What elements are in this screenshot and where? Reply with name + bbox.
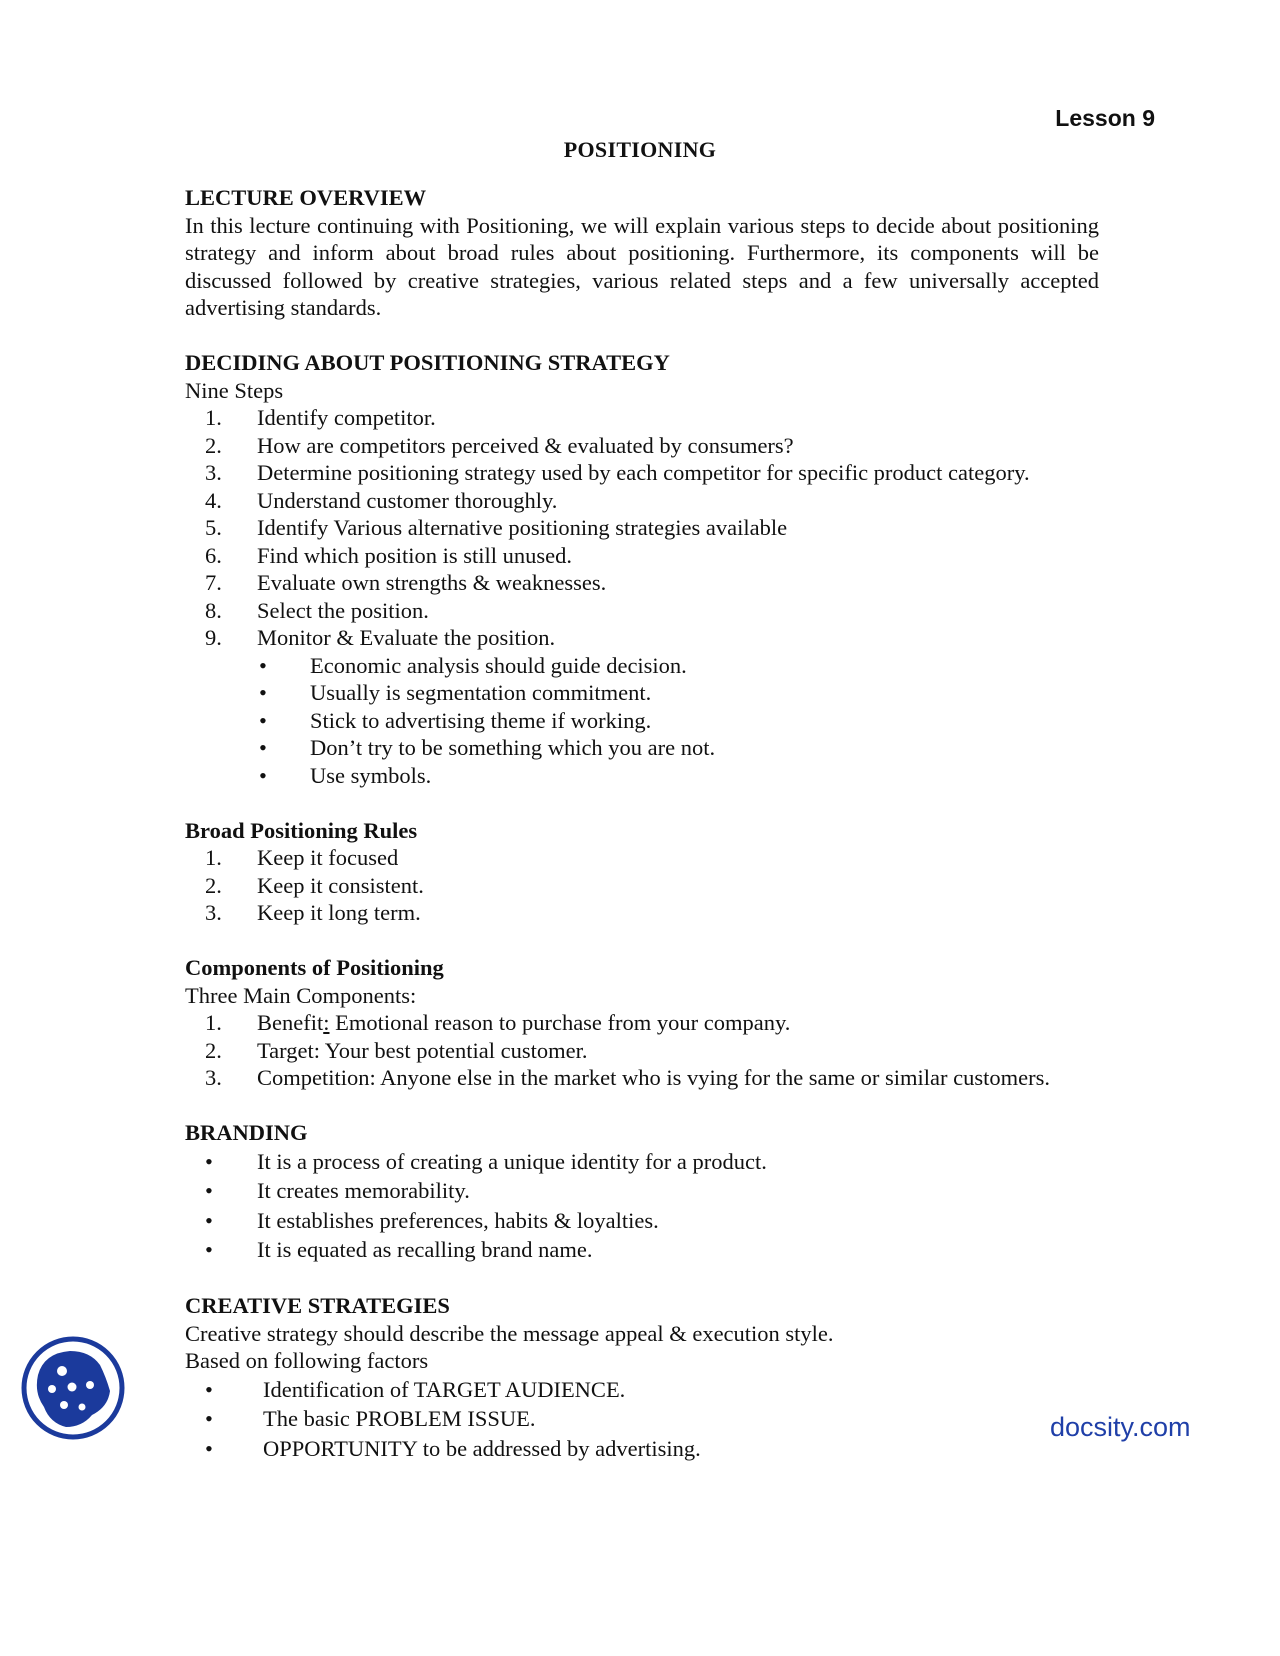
components-heading: Components of Positioning [185, 955, 444, 980]
document-body [185, 184, 1099, 1463]
list-item: 1. Keep it focused [205, 845, 399, 870]
list-item: • It establishes preferences, habits & loyalties. [205, 1207, 659, 1233]
page-title: POSITIONING [563, 137, 717, 162]
steps-list [185, 404, 1099, 652]
list-item: • It is a process of creating a unique identity for a product. [205, 1148, 767, 1174]
list-item: 3. Keep it long term. [205, 900, 421, 925]
list-item: 7. Evaluate own strengths & weaknesses. [205, 570, 607, 595]
overview-text: In this lecture continuing with Positioning, we will explain various steps to decide about positioning strategy and inform about broad rules about positioning. Furthermore, its components will be discussed followed by creative strategies, various related steps and a few universally accepted advertising standards. [185, 212, 1099, 320]
list-item: • Use symbols. [259, 762, 432, 788]
list-item: • OPPORTUNITY to be addressed by advertising. [205, 1435, 701, 1461]
list-item: • It is equated as recalling brand name. [205, 1237, 593, 1262]
list-item: • Stick to advertising theme if working. [259, 707, 652, 733]
deciding-subheading: Nine Steps [185, 377, 284, 403]
list-item: • Economic analysis should guide decision. [259, 652, 687, 678]
list-item: 2. Target: Your best potential customer. [205, 1037, 588, 1063]
steps-sub-bullets [185, 652, 1099, 790]
list-item: 6. Find which position is still unused. [205, 542, 573, 568]
lesson-label: Lesson 9 [1055, 105, 1155, 131]
list-item: 1. Identify competitor. [205, 405, 436, 430]
creative-heading: CREATIVE STRATEGIES [185, 1293, 450, 1318]
list-item: 2. Keep it consistent. [205, 872, 424, 898]
list-item: 3. Competition: Anyone else in the market who is vying for the same or similar customers. [205, 1065, 1050, 1090]
creative-line-2: Based on following factors [185, 1348, 429, 1373]
list-item: • Identification of TARGET AUDIENCE. [205, 1376, 626, 1402]
list-item: 4. Understand customer thoroughly. [205, 487, 558, 513]
deciding-heading: DECIDING ABOUT POSITIONING STRATEGY [185, 350, 670, 375]
list-item: • Don’t try to be something which you are not. [259, 735, 716, 760]
list-item: • Usually is segmentation commitment. [259, 680, 652, 705]
list-item: 8. Select the position. [205, 597, 429, 623]
rules-list [185, 844, 1099, 927]
rules-heading: Broad Positioning Rules [185, 817, 418, 843]
list-item: • It creates memorability. [205, 1178, 470, 1203]
components-list [185, 1009, 1099, 1092]
docsity-watermark[interactable]: docsity.com [1050, 1412, 1191, 1442]
list-item: • The basic PROBLEM ISSUE. [205, 1406, 536, 1431]
docsity-logo-icon [20, 1335, 126, 1441]
components-subheading: Three Main Components: [185, 982, 417, 1008]
list-item: 5. Identify Various alternative positioning strategies available [205, 515, 788, 540]
creative-list [185, 1375, 1099, 1464]
list-item: 3. Determine positioning strategy used by each competitor for specific product category. [205, 460, 1030, 485]
list-item: 1. Benefit: Emotional reason to purchase from your company. [205, 1010, 791, 1035]
branding-list [185, 1147, 1099, 1265]
branding-heading: BRANDING [185, 1120, 308, 1145]
creative-line-1: Creative strategy should describe the message appeal & execution style. [185, 1320, 834, 1346]
overview-heading: LECTURE OVERVIEW [185, 185, 427, 210]
list-item: 2. How are competitors perceived & evaluated by consumers? [205, 432, 794, 458]
list-item: 9. Monitor & Evaluate the position. [205, 625, 556, 650]
